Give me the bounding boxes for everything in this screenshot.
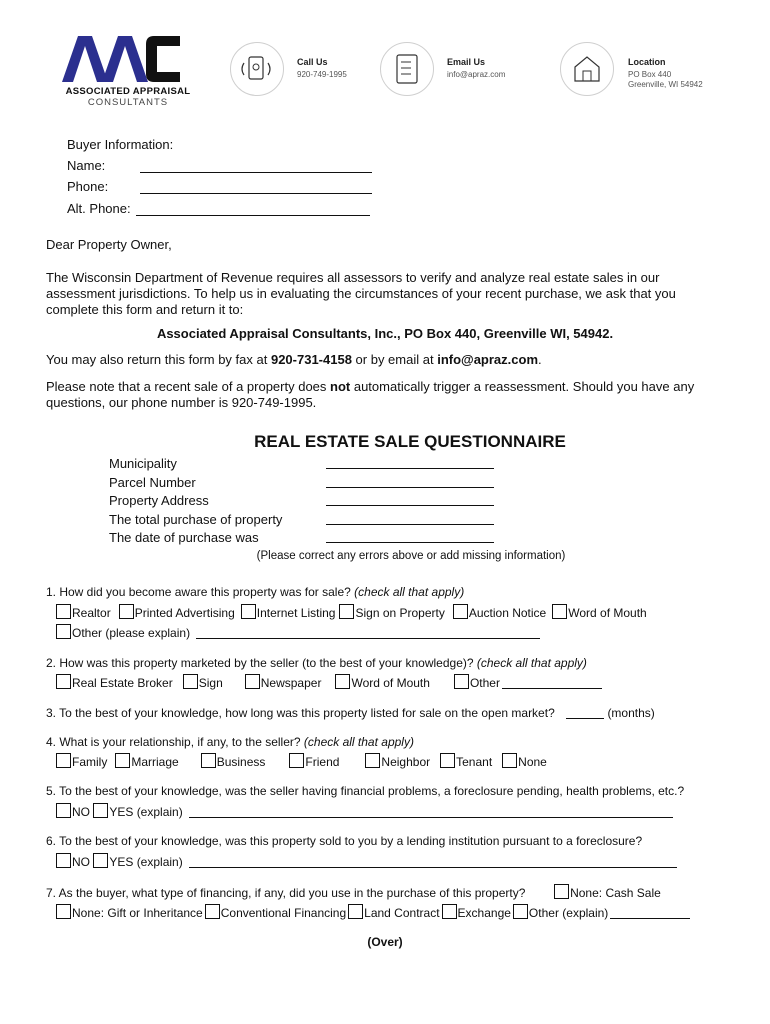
q4-business-label: Business: [216, 755, 266, 769]
q2-real-estate-broker-checkbox[interactable]: [56, 674, 71, 689]
q1-other-row: Other (please explain): [56, 624, 540, 640]
question-3: 3. To the best of your knowledge, how long was this property listed for sale on the open market? (months): [46, 706, 655, 720]
q2-other-checkbox[interactable]: [454, 674, 469, 689]
q7-none-gift-or-inheritance-label: None: Gift or Inheritance: [72, 906, 203, 920]
q7-land-contract-label: Land Contract: [364, 906, 440, 920]
q4-tenant-label: Tenant: [456, 755, 493, 769]
question-7: 7. As the buyer, what type of financing, if any, did you use in the purchase of this property? None: Cash Sale: [46, 886, 661, 900]
phone-icon: [230, 42, 284, 96]
q4-option-business[interactable]: [201, 753, 266, 769]
q7-option-land-contract[interactable]: [348, 904, 439, 920]
property-field-the-date-of-purchase-was-input[interactable]: [326, 530, 494, 543]
property-field-the-total-purchase-of-property-input[interactable]: [326, 512, 494, 525]
greeting: Dear Property Owner,: [46, 237, 172, 252]
over-label: (Over): [367, 935, 403, 949]
q4-none-checkbox[interactable]: [502, 753, 517, 768]
q2-sign-checkbox[interactable]: [183, 674, 198, 689]
q4-neighbor-label: Neighbor: [381, 755, 431, 769]
location-line2: Greenville, WI 54942: [628, 80, 703, 89]
q6-no-checkbox[interactable]: [56, 853, 71, 868]
q4-family-label: Family: [72, 755, 108, 769]
q2-sign-label: Sign: [198, 676, 223, 690]
q4-option-marriage[interactable]: [115, 753, 178, 769]
property-field-municipality-input[interactable]: [326, 456, 494, 469]
q4-option-tenant[interactable]: [440, 753, 492, 769]
q7-option-exchange[interactable]: [442, 904, 511, 920]
buyer-name-field[interactable]: [140, 160, 372, 173]
q1-realtor-checkbox[interactable]: [56, 604, 71, 619]
q1-sign-on-property-checkbox[interactable]: [339, 604, 354, 619]
q7-conventional-financing-label: Conventional Financing: [220, 906, 347, 920]
location-line1: PO Box 440: [628, 70, 672, 79]
q1-other-field[interactable]: [196, 626, 540, 639]
q4-options: [56, 753, 547, 769]
q4-marriage-label: Marriage: [131, 755, 179, 769]
q4-option-none[interactable]: [502, 753, 547, 769]
q4-marriage-checkbox[interactable]: [115, 753, 130, 768]
fax-email-line: You may also return this form by fax at 920-731-4158 or by email at info@apraz.com.: [46, 352, 542, 367]
property-field-parcel-number: Parcel Number: [109, 475, 509, 494]
q1-auction-notice-checkbox[interactable]: [453, 604, 468, 619]
q4-business-checkbox[interactable]: [201, 753, 216, 768]
q7-land-contract-checkbox[interactable]: [348, 904, 363, 919]
q7-options: [56, 904, 690, 920]
email-value: info@apraz.com: [447, 70, 506, 79]
q1-option-internet-listing[interactable]: [241, 604, 336, 620]
q4-option-neighbor[interactable]: [365, 753, 430, 769]
q7-option-conventional-financing[interactable]: [205, 904, 346, 920]
property-field-parcel-number-input[interactable]: [326, 475, 494, 488]
property-field-the-total-purchase-of-property: The total purchase of property: [109, 512, 509, 531]
intro-paragraph: The Wisconsin Department of Revenue requires all assessors to verify and analyze real estate sales in our assessment jurisdictions. To help us in evaluating the circumstances of your recent purchase, we ask that you complete this form and return it to:: [46, 270, 676, 317]
q5-no-checkbox[interactable]: [56, 803, 71, 818]
return-address: Associated Appraisal Consultants, Inc., PO Box 440, Greenville WI, 54942.: [156, 326, 614, 341]
fax-number: 920-731-4158: [270, 352, 352, 367]
q4-family-checkbox[interactable]: [56, 753, 71, 768]
q1-option-realtor[interactable]: [56, 604, 111, 620]
q4-none-label: None: [518, 755, 547, 769]
q1-auction-notice-label: Auction Notice: [468, 606, 547, 620]
q1-internet-listing-checkbox[interactable]: [241, 604, 256, 619]
q2-real-estate-broker-label: Real Estate Broker: [72, 676, 173, 690]
q7-cash-checkbox[interactable]: [554, 884, 569, 899]
q2-option-real-estate-broker[interactable]: [56, 674, 173, 690]
q5-answer-row: NO YES (explain): [56, 803, 673, 819]
q5-yes-checkbox[interactable]: [93, 803, 108, 818]
q2-options: [56, 674, 602, 690]
q1-sign-on-property-label: Sign on Property: [355, 606, 445, 620]
q2-newspaper-label: Newspaper: [260, 676, 322, 690]
q5-explain-field[interactable]: [189, 805, 673, 818]
q2-word-of-mouth-label: Word of Mouth: [351, 676, 430, 690]
q6-answer-row: NO YES (explain): [56, 853, 677, 869]
q2-word-of-mouth-checkbox[interactable]: [335, 674, 350, 689]
q1-option-word-of-mouth[interactable]: [552, 604, 646, 620]
buyer-alt-phone-label: Alt. Phone:: [67, 201, 131, 216]
property-field-property-address: Property Address: [109, 493, 509, 512]
location-icon: [560, 42, 614, 96]
email-label: Email Us: [447, 57, 486, 67]
question-4: 4. What is your relationship, if any, to the seller? (check all that apply): [46, 735, 414, 749]
q1-option-auction-notice[interactable]: [453, 604, 546, 620]
property-field-municipality: Municipality: [109, 456, 509, 475]
company-logo: [62, 34, 184, 84]
company-name: ASSOCIATED APPRAISAL CONSULTANTS: [65, 86, 191, 108]
buyer-name-label: Name:: [67, 158, 106, 173]
buyer-phone-label: Phone:: [67, 179, 109, 194]
q4-option-friend[interactable]: [289, 753, 339, 769]
q7-conventional-financing-checkbox[interactable]: [205, 904, 220, 919]
q2-option-word-of-mouth[interactable]: [335, 674, 429, 690]
q1-printed-advertising-label: Printed Advertising: [134, 606, 235, 620]
property-field-property-address-input[interactable]: [326, 493, 494, 506]
q7-exchange-label: Exchange: [457, 906, 511, 920]
q7-none-gift-or-inheritance-checkbox[interactable]: [56, 904, 71, 919]
q2-other-label: Other: [469, 676, 500, 690]
questionnaire-title: REAL ESTATE SALE QUESTIONNAIRE: [254, 432, 566, 451]
q4-neighbor-checkbox[interactable]: [365, 753, 380, 768]
q4-option-family[interactable]: [56, 753, 107, 769]
q7-exchange-checkbox[interactable]: [442, 904, 457, 919]
property-fields: [109, 456, 509, 549]
fields-note: (Please correct any errors above or add missing information): [256, 550, 566, 562]
q4-friend-checkbox[interactable]: [289, 753, 304, 768]
question-1: 1. How did you become aware this property was for sale? (check all that apply): [46, 585, 465, 599]
q7-option-other-explain[interactable]: [513, 904, 690, 920]
q1-printed-advertising-checkbox[interactable]: [119, 604, 134, 619]
q7-other-explain-label: Other (explain): [528, 906, 609, 920]
buyer-alt-phone-field[interactable]: [136, 203, 370, 216]
q1-option-sign-on-property[interactable]: [339, 604, 444, 620]
question-2: 2. How was this property marketed by the seller (to the best of your knowledge)? (check all that apply): [46, 656, 587, 670]
q1-option-printed-advertising[interactable]: [119, 604, 235, 620]
email-address: info@apraz.com: [437, 352, 539, 367]
q7-other-field[interactable]: [610, 906, 690, 919]
q7-option-none-gift-or-inheritance[interactable]: [56, 904, 203, 920]
question-5: 5. To the best of your knowledge, was the seller having financial problems, a foreclosure pending, health problems, etc.?: [46, 784, 685, 798]
q2-option-newspaper[interactable]: [245, 674, 322, 690]
q2-option-other[interactable]: [454, 674, 602, 690]
q1-word-of-mouth-checkbox[interactable]: [552, 604, 567, 619]
call-label: Call Us: [297, 57, 328, 67]
q1-other-checkbox[interactable]: [56, 624, 71, 639]
buyer-phone-field[interactable]: [140, 181, 372, 194]
q4-tenant-checkbox[interactable]: [440, 753, 455, 768]
q1-word-of-mouth-label: Word of Mouth: [568, 606, 647, 620]
q3-months-field[interactable]: [566, 706, 604, 719]
reassessment-note: Please note that a recent sale of a property does not automatically trigger a reassessment. Should you have any questions, our phone number is 920-749-1995.: [46, 379, 695, 410]
q6-yes-checkbox[interactable]: [93, 853, 108, 868]
q6-explain-field[interactable]: [189, 855, 677, 868]
q1-realtor-label: Realtor: [72, 606, 111, 620]
q2-newspaper-checkbox[interactable]: [245, 674, 260, 689]
call-value: 920-749-1995: [297, 70, 347, 79]
q1-options: [56, 604, 647, 620]
q2-option-sign[interactable]: [183, 674, 223, 690]
checklist-icon: [380, 42, 434, 96]
q7-other-explain-checkbox[interactable]: [513, 904, 528, 919]
property-field-the-date-of-purchase-was: The date of purchase was: [109, 530, 509, 549]
location-label: Location: [628, 57, 666, 67]
q1-internet-listing-label: Internet Listing: [256, 606, 336, 620]
buyer-title: Buyer Information:: [67, 137, 174, 152]
q4-friend-label: Friend: [305, 755, 340, 769]
question-6: 6. To the best of your knowledge, was this property sold to you by a lending institution pursuant to a foreclosure?: [46, 834, 643, 848]
q2-other-field[interactable]: [502, 676, 602, 689]
